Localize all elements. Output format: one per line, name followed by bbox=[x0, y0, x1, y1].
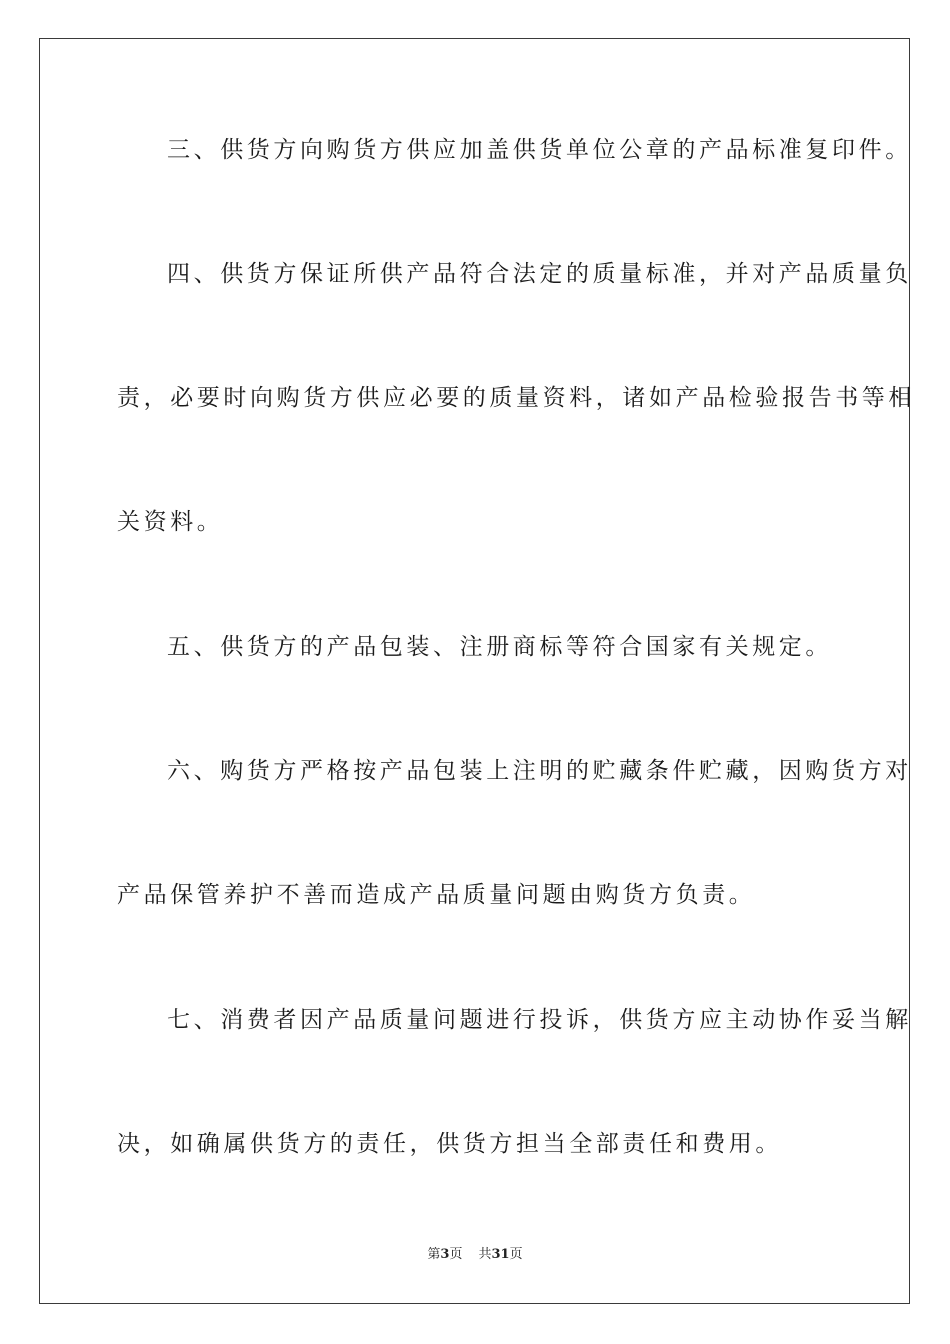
paragraph-7-line-2: 决，如确属供货方的责任，供货方担当全部责任和费用。 bbox=[117, 1131, 782, 1157]
page-prefix: 第 bbox=[427, 1247, 441, 1262]
paragraph-5-line-1: 五、供货方的产品包装、注册商标等符合国家有关规定。 bbox=[167, 634, 832, 660]
paragraph-3-line-1: 三、供货方向购货方供应加盖供货单位公章的产品标准复印件。 bbox=[167, 137, 912, 163]
page-number: 3 bbox=[440, 1247, 450, 1262]
paragraph-6-line-2: 产品保管养护不善而造成产品质量问题由购货方负责。 bbox=[117, 882, 756, 908]
paragraph-4-line-3: 关资料。 bbox=[117, 509, 224, 535]
paragraph-4-line-1: 四、供货方保证所供产品符合法定的质量标准，并对产品质量负 bbox=[167, 261, 912, 287]
paragraph-4-line-2: 责，必要时向购货方供应必要的质量资料，诸如产品检验报告书等相 bbox=[117, 385, 915, 411]
page-footer bbox=[0, 1246, 950, 1264]
paragraph-6-line-1: 六、购货方严格按产品包装上注明的贮藏条件贮藏，因购货方对 bbox=[167, 758, 912, 784]
total-prefix: 共 bbox=[478, 1247, 492, 1262]
page-suffix: 页 bbox=[449, 1247, 463, 1262]
total-pages: 31 bbox=[491, 1247, 510, 1262]
total-suffix: 页 bbox=[509, 1247, 523, 1262]
paragraph-7-line-1: 七、消费者因产品质量问题进行投诉，供货方应主动协作妥当解 bbox=[167, 1007, 912, 1033]
page-border bbox=[39, 38, 915, 1304]
